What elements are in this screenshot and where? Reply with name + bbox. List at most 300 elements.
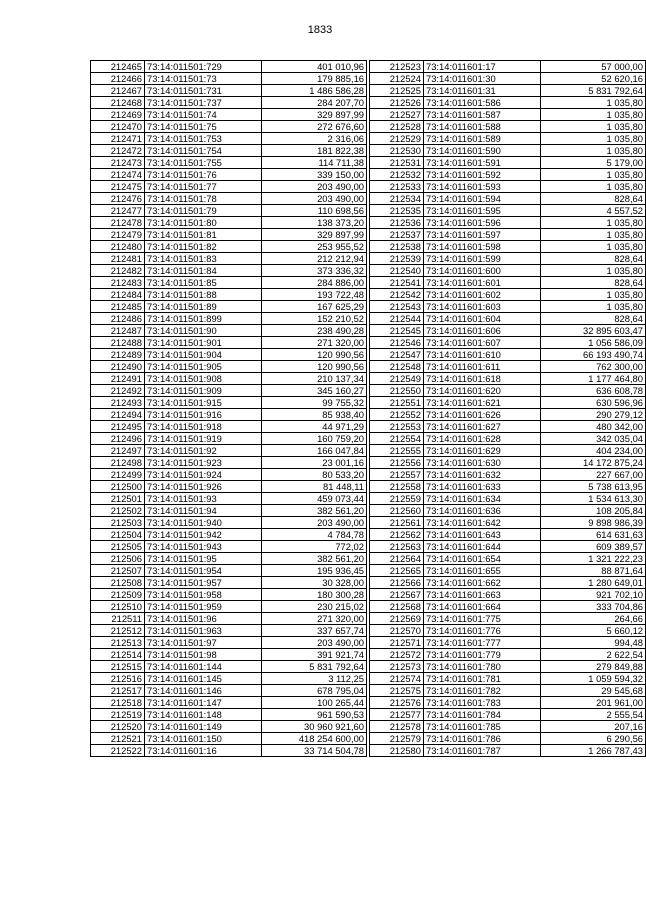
row-number-cell: 212465 bbox=[91, 61, 145, 73]
cadastral-number-cell: 73:14:011601:592 bbox=[424, 169, 541, 181]
row-number-cell: 212521 bbox=[91, 733, 145, 745]
table-row bbox=[370, 313, 646, 325]
table-row bbox=[370, 589, 646, 601]
value-cell: 99 755,32 bbox=[262, 397, 367, 409]
table-row bbox=[370, 457, 646, 469]
row-number-cell: 212551 bbox=[370, 397, 424, 409]
table-row bbox=[370, 373, 646, 385]
table-row bbox=[91, 277, 367, 289]
cadastral-number-cell: 73:14:011501:959 bbox=[145, 601, 262, 613]
value-cell: 284 886,00 bbox=[262, 277, 367, 289]
row-number-cell: 212543 bbox=[370, 301, 424, 313]
cadastral-number-cell: 73:14:011601:600 bbox=[424, 265, 541, 277]
value-cell: 401 010,96 bbox=[262, 61, 367, 73]
row-number-cell: 212522 bbox=[91, 745, 145, 757]
row-number-cell: 212487 bbox=[91, 325, 145, 337]
table-row bbox=[91, 169, 367, 181]
table-row bbox=[370, 709, 646, 721]
row-number-cell: 212515 bbox=[91, 661, 145, 673]
cadastral-number-cell: 73:14:011601:586 bbox=[424, 97, 541, 109]
table-row bbox=[370, 469, 646, 481]
cadastral-number-cell: 73:14:011601:655 bbox=[424, 565, 541, 577]
table-row bbox=[91, 61, 367, 73]
cadastral-number-cell: 73:14:011501:909 bbox=[145, 385, 262, 397]
cadastral-number-cell: 73:14:011601:663 bbox=[424, 589, 541, 601]
row-number-cell: 212496 bbox=[91, 433, 145, 445]
cadastral-number-cell: 73:14:011501:89 bbox=[145, 301, 262, 313]
row-number-cell: 212569 bbox=[370, 613, 424, 625]
row-number-cell: 212564 bbox=[370, 553, 424, 565]
row-number-cell: 212561 bbox=[370, 517, 424, 529]
value-cell: 238 490,28 bbox=[262, 325, 367, 337]
left-register-table bbox=[90, 60, 367, 757]
value-cell: 329 897,99 bbox=[262, 229, 367, 241]
value-cell: 345 160,27 bbox=[262, 385, 367, 397]
row-number-cell: 212553 bbox=[370, 421, 424, 433]
cadastral-number-cell: 73:14:011601:591 bbox=[424, 157, 541, 169]
value-cell: 2 316,06 bbox=[262, 133, 367, 145]
value-cell: 108 205,84 bbox=[541, 505, 646, 517]
table-row bbox=[370, 181, 646, 193]
row-number-cell: 212507 bbox=[91, 565, 145, 577]
value-cell: 167 625,29 bbox=[262, 301, 367, 313]
value-cell: 1 056 586,09 bbox=[541, 337, 646, 349]
cadastral-number-cell: 73:14:011601:633 bbox=[424, 481, 541, 493]
value-cell: 1 280 649,01 bbox=[541, 577, 646, 589]
cadastral-number-cell: 73:14:011501:737 bbox=[145, 97, 262, 109]
value-cell: 382 561,20 bbox=[262, 553, 367, 565]
cadastral-number-cell: 73:14:011501:78 bbox=[145, 193, 262, 205]
row-number-cell: 212489 bbox=[91, 349, 145, 361]
table-row bbox=[91, 361, 367, 373]
table-row bbox=[91, 493, 367, 505]
value-cell: 329 897,99 bbox=[262, 109, 367, 121]
value-cell: 179 885,16 bbox=[262, 73, 367, 85]
cadastral-number-cell: 73:14:011501:76 bbox=[145, 169, 262, 181]
table-row bbox=[370, 565, 646, 577]
table-row bbox=[370, 217, 646, 229]
value-cell: 166 047,84 bbox=[262, 445, 367, 457]
cadastral-number-cell: 73:14:011601:781 bbox=[424, 673, 541, 685]
table-row bbox=[370, 421, 646, 433]
row-number-cell: 212488 bbox=[91, 337, 145, 349]
cadastral-number-cell: 73:14:011601:145 bbox=[145, 673, 262, 685]
row-number-cell: 212520 bbox=[91, 721, 145, 733]
table-row bbox=[370, 73, 646, 85]
value-cell: 772,02 bbox=[262, 541, 367, 553]
cadastral-number-cell: 73:14:011501:915 bbox=[145, 397, 262, 409]
value-cell: 100 265,44 bbox=[262, 697, 367, 709]
table-row bbox=[91, 217, 367, 229]
cadastral-number-cell: 73:14:011501:899 bbox=[145, 313, 262, 325]
cadastral-number-cell: 73:14:011501:98 bbox=[145, 649, 262, 661]
cadastral-number-cell: 73:14:011601:784 bbox=[424, 709, 541, 721]
table-row bbox=[91, 553, 367, 565]
value-cell: 114 711,38 bbox=[262, 157, 367, 169]
cadastral-number-cell: 73:14:011601:664 bbox=[424, 601, 541, 613]
cadastral-number-cell: 73:14:011501:908 bbox=[145, 373, 262, 385]
table-row bbox=[370, 301, 646, 313]
value-cell: 81 448,11 bbox=[262, 481, 367, 493]
value-cell: 828,64 bbox=[541, 193, 646, 205]
cadastral-number-cell: 73:14:011601:147 bbox=[145, 697, 262, 709]
cadastral-number-cell: 73:14:011501:942 bbox=[145, 529, 262, 541]
cadastral-number-cell: 73:14:011601:590 bbox=[424, 145, 541, 157]
table-row bbox=[370, 661, 646, 673]
table-row bbox=[370, 337, 646, 349]
value-cell: 1 035,80 bbox=[541, 301, 646, 313]
cadastral-number-cell: 73:14:011601:601 bbox=[424, 277, 541, 289]
row-number-cell: 212481 bbox=[91, 253, 145, 265]
value-cell: 88 871,64 bbox=[541, 565, 646, 577]
row-number-cell: 212577 bbox=[370, 709, 424, 721]
cadastral-number-cell: 73:14:011601:662 bbox=[424, 577, 541, 589]
table-row bbox=[91, 577, 367, 589]
row-number-cell: 212491 bbox=[91, 373, 145, 385]
table-row bbox=[370, 241, 646, 253]
table-row bbox=[91, 73, 367, 85]
table-row bbox=[370, 637, 646, 649]
value-cell: 994,48 bbox=[541, 637, 646, 649]
value-cell: 828,64 bbox=[541, 313, 646, 325]
value-cell: 1 035,80 bbox=[541, 241, 646, 253]
value-cell: 180 300,28 bbox=[262, 589, 367, 601]
table-row bbox=[370, 553, 646, 565]
row-number-cell: 212573 bbox=[370, 661, 424, 673]
row-number-cell: 212478 bbox=[91, 217, 145, 229]
row-number-cell: 212528 bbox=[370, 121, 424, 133]
table-row bbox=[91, 673, 367, 685]
cadastral-number-cell: 73:14:011501:924 bbox=[145, 469, 262, 481]
cadastral-number-cell: 73:14:011601:587 bbox=[424, 109, 541, 121]
row-number-cell: 212468 bbox=[91, 97, 145, 109]
value-cell: 290 279,12 bbox=[541, 409, 646, 421]
value-cell: 203 490,00 bbox=[262, 193, 367, 205]
table-row bbox=[91, 445, 367, 457]
row-number-cell: 212490 bbox=[91, 361, 145, 373]
value-cell: 614 631,63 bbox=[541, 529, 646, 541]
row-number-cell: 212540 bbox=[370, 265, 424, 277]
row-number-cell: 212567 bbox=[370, 589, 424, 601]
cadastral-number-cell: 73:14:011601:610 bbox=[424, 349, 541, 361]
value-cell: 32 895 603,47 bbox=[541, 325, 646, 337]
row-number-cell: 212473 bbox=[91, 157, 145, 169]
row-number-cell: 212517 bbox=[91, 685, 145, 697]
table-row bbox=[370, 601, 646, 613]
table-row bbox=[91, 505, 367, 517]
value-cell: 23 001,16 bbox=[262, 457, 367, 469]
value-cell: 210 137,34 bbox=[262, 373, 367, 385]
table-row bbox=[91, 745, 367, 757]
value-cell: 1 486 586,28 bbox=[262, 85, 367, 97]
cadastral-number-cell: 73:14:011601:642 bbox=[424, 517, 541, 529]
row-number-cell: 212514 bbox=[91, 649, 145, 661]
table-row bbox=[91, 121, 367, 133]
table-row bbox=[91, 241, 367, 253]
table-row bbox=[91, 385, 367, 397]
row-number-cell: 212546 bbox=[370, 337, 424, 349]
table-row bbox=[91, 109, 367, 121]
cadastral-number-cell: 73:14:011601:604 bbox=[424, 313, 541, 325]
cadastral-number-cell: 73:14:011501:753 bbox=[145, 133, 262, 145]
table-row bbox=[370, 253, 646, 265]
table-row bbox=[91, 421, 367, 433]
table-row bbox=[370, 145, 646, 157]
table-row bbox=[91, 517, 367, 529]
value-cell: 404 234,00 bbox=[541, 445, 646, 457]
value-cell: 120 990,56 bbox=[262, 361, 367, 373]
row-number-cell: 212526 bbox=[370, 97, 424, 109]
value-cell: 5 831 792,64 bbox=[262, 661, 367, 673]
value-cell: 1 035,80 bbox=[541, 121, 646, 133]
table-row bbox=[370, 625, 646, 637]
cadastral-number-cell: 73:14:011601:786 bbox=[424, 733, 541, 745]
row-number-cell: 212500 bbox=[91, 481, 145, 493]
table-row bbox=[370, 529, 646, 541]
table-row bbox=[91, 193, 367, 205]
table-row bbox=[91, 145, 367, 157]
row-number-cell: 212470 bbox=[91, 121, 145, 133]
table-row bbox=[91, 589, 367, 601]
table-row bbox=[91, 721, 367, 733]
value-cell: 1 035,80 bbox=[541, 217, 646, 229]
table-row bbox=[370, 169, 646, 181]
row-number-cell: 212497 bbox=[91, 445, 145, 457]
value-cell: 1 035,80 bbox=[541, 133, 646, 145]
row-number-cell: 212539 bbox=[370, 253, 424, 265]
value-cell: 373 336,32 bbox=[262, 265, 367, 277]
cadastral-number-cell: 73:14:011601:636 bbox=[424, 505, 541, 517]
cadastral-number-cell: 73:14:011501:79 bbox=[145, 205, 262, 217]
row-number-cell: 212476 bbox=[91, 193, 145, 205]
cadastral-number-cell: 73:14:011601:16 bbox=[145, 745, 262, 757]
cadastral-number-cell: 73:14:011601:775 bbox=[424, 613, 541, 625]
row-number-cell: 212557 bbox=[370, 469, 424, 481]
row-number-cell: 212483 bbox=[91, 277, 145, 289]
table-row bbox=[91, 733, 367, 745]
row-number-cell: 212484 bbox=[91, 289, 145, 301]
table-row bbox=[91, 661, 367, 673]
row-number-cell: 212477 bbox=[91, 205, 145, 217]
cadastral-number-cell: 73:14:011501:954 bbox=[145, 565, 262, 577]
row-number-cell: 212512 bbox=[91, 625, 145, 637]
table-row bbox=[91, 229, 367, 241]
cadastral-number-cell: 73:14:011601:607 bbox=[424, 337, 541, 349]
row-number-cell: 212579 bbox=[370, 733, 424, 745]
cadastral-number-cell: 73:14:011601:17 bbox=[424, 61, 541, 73]
row-number-cell: 212558 bbox=[370, 481, 424, 493]
cadastral-number-cell: 73:14:011501:926 bbox=[145, 481, 262, 493]
row-number-cell: 212532 bbox=[370, 169, 424, 181]
cadastral-number-cell: 73:14:011601:644 bbox=[424, 541, 541, 553]
row-number-cell: 212511 bbox=[91, 613, 145, 625]
value-cell: 418 254 600,00 bbox=[262, 733, 367, 745]
table-row bbox=[91, 325, 367, 337]
cadastral-number-cell: 73:14:011501:918 bbox=[145, 421, 262, 433]
row-number-cell: 212536 bbox=[370, 217, 424, 229]
row-number-cell: 212469 bbox=[91, 109, 145, 121]
row-number-cell: 212554 bbox=[370, 433, 424, 445]
value-cell: 30 328,00 bbox=[262, 577, 367, 589]
table-row bbox=[91, 205, 367, 217]
row-number-cell: 212544 bbox=[370, 313, 424, 325]
table-row bbox=[370, 97, 646, 109]
value-cell: 203 490,00 bbox=[262, 517, 367, 529]
row-number-cell: 212506 bbox=[91, 553, 145, 565]
table-row bbox=[91, 409, 367, 421]
value-cell: 1 035,80 bbox=[541, 145, 646, 157]
value-cell: 337 657,74 bbox=[262, 625, 367, 637]
value-cell: 1 266 787,43 bbox=[541, 745, 646, 757]
row-number-cell: 212509 bbox=[91, 589, 145, 601]
value-cell: 630 596,96 bbox=[541, 397, 646, 409]
row-number-cell: 212552 bbox=[370, 409, 424, 421]
row-number-cell: 212565 bbox=[370, 565, 424, 577]
table-row bbox=[91, 265, 367, 277]
cadastral-number-cell: 73:14:011501:83 bbox=[145, 253, 262, 265]
cadastral-number-cell: 73:14:011601:31 bbox=[424, 85, 541, 97]
cadastral-number-cell: 73:14:011601:654 bbox=[424, 553, 541, 565]
row-number-cell: 212505 bbox=[91, 541, 145, 553]
value-cell: 1 035,80 bbox=[541, 265, 646, 277]
table-row bbox=[91, 625, 367, 637]
table-row bbox=[91, 433, 367, 445]
row-number-cell: 212527 bbox=[370, 109, 424, 121]
cadastral-number-cell: 73:14:011501:754 bbox=[145, 145, 262, 157]
value-cell: 391 921,74 bbox=[262, 649, 367, 661]
value-cell: 207,16 bbox=[541, 721, 646, 733]
table-row bbox=[91, 85, 367, 97]
row-number-cell: 212518 bbox=[91, 697, 145, 709]
value-cell: 2 555,54 bbox=[541, 709, 646, 721]
cadastral-number-cell: 73:14:011501:943 bbox=[145, 541, 262, 553]
row-number-cell: 212549 bbox=[370, 373, 424, 385]
value-cell: 230 215,02 bbox=[262, 601, 367, 613]
value-cell: 1 177 464,80 bbox=[541, 373, 646, 385]
row-number-cell: 212523 bbox=[370, 61, 424, 73]
value-cell: 14 172 875,24 bbox=[541, 457, 646, 469]
row-number-cell: 212576 bbox=[370, 697, 424, 709]
value-cell: 195 936,45 bbox=[262, 565, 367, 577]
value-cell: 636 608,78 bbox=[541, 385, 646, 397]
value-cell: 1 035,80 bbox=[541, 109, 646, 121]
cadastral-number-cell: 73:14:011501:94 bbox=[145, 505, 262, 517]
value-cell: 762 300,00 bbox=[541, 361, 646, 373]
row-number-cell: 212471 bbox=[91, 133, 145, 145]
table-row bbox=[370, 517, 646, 529]
table-row bbox=[91, 337, 367, 349]
table-row bbox=[370, 289, 646, 301]
table-row bbox=[370, 433, 646, 445]
table-row bbox=[370, 505, 646, 517]
cadastral-number-cell: 73:14:011501:957 bbox=[145, 577, 262, 589]
value-cell: 2 622,54 bbox=[541, 649, 646, 661]
table-row bbox=[91, 469, 367, 481]
value-cell: 1 534 613,30 bbox=[541, 493, 646, 505]
table-row bbox=[370, 265, 646, 277]
table-row bbox=[370, 229, 646, 241]
table-row bbox=[91, 289, 367, 301]
table-row bbox=[91, 457, 367, 469]
value-cell: 1 035,80 bbox=[541, 229, 646, 241]
row-number-cell: 212537 bbox=[370, 229, 424, 241]
row-number-cell: 212547 bbox=[370, 349, 424, 361]
cadastral-number-cell: 73:14:011601:596 bbox=[424, 217, 541, 229]
cadastral-number-cell: 73:14:011601:618 bbox=[424, 373, 541, 385]
cadastral-number-cell: 73:14:011601:602 bbox=[424, 289, 541, 301]
table-row bbox=[91, 541, 367, 553]
table-row bbox=[370, 109, 646, 121]
value-cell: 5 660,12 bbox=[541, 625, 646, 637]
table-row bbox=[91, 613, 367, 625]
value-cell: 120 990,56 bbox=[262, 349, 367, 361]
value-cell: 828,64 bbox=[541, 253, 646, 265]
cadastral-number-cell: 73:14:011501:95 bbox=[145, 553, 262, 565]
value-cell: 459 073,44 bbox=[262, 493, 367, 505]
row-number-cell: 212538 bbox=[370, 241, 424, 253]
table-row bbox=[370, 733, 646, 745]
value-cell: 138 373,20 bbox=[262, 217, 367, 229]
table-row bbox=[370, 409, 646, 421]
cadastral-number-cell: 73:14:011501:963 bbox=[145, 625, 262, 637]
cadastral-number-cell: 73:14:011501:88 bbox=[145, 289, 262, 301]
cadastral-number-cell: 73:14:011501:90 bbox=[145, 325, 262, 337]
value-cell: 181 822,38 bbox=[262, 145, 367, 157]
value-cell: 6 290,56 bbox=[541, 733, 646, 745]
cadastral-number-cell: 73:14:011601:787 bbox=[424, 745, 541, 757]
cadastral-number-cell: 73:14:011601:620 bbox=[424, 385, 541, 397]
value-cell: 382 561,20 bbox=[262, 505, 367, 517]
table-row bbox=[370, 685, 646, 697]
cadastral-number-cell: 73:14:011501:731 bbox=[145, 85, 262, 97]
row-number-cell: 212492 bbox=[91, 385, 145, 397]
row-number-cell: 212503 bbox=[91, 517, 145, 529]
table-row bbox=[91, 97, 367, 109]
row-number-cell: 212529 bbox=[370, 133, 424, 145]
value-cell: 480 342,00 bbox=[541, 421, 646, 433]
table-row bbox=[370, 649, 646, 661]
value-cell: 201 961,00 bbox=[541, 697, 646, 709]
value-cell: 333 704,86 bbox=[541, 601, 646, 613]
row-number-cell: 212510 bbox=[91, 601, 145, 613]
cadastral-number-cell: 73:14:011501:77 bbox=[145, 181, 262, 193]
value-cell: 80 533,20 bbox=[262, 469, 367, 481]
table-row bbox=[91, 601, 367, 613]
cadastral-number-cell: 73:14:011601:593 bbox=[424, 181, 541, 193]
cadastral-number-cell: 73:14:011501:729 bbox=[145, 61, 262, 73]
row-number-cell: 212480 bbox=[91, 241, 145, 253]
table-row bbox=[370, 493, 646, 505]
cadastral-number-cell: 73:14:011501:85 bbox=[145, 277, 262, 289]
cadastral-number-cell: 73:14:011501:901 bbox=[145, 337, 262, 349]
cadastral-number-cell: 73:14:011501:97 bbox=[145, 637, 262, 649]
row-number-cell: 212508 bbox=[91, 577, 145, 589]
cadastral-number-cell: 73:14:011601:776 bbox=[424, 625, 541, 637]
table-row bbox=[370, 133, 646, 145]
cadastral-number-cell: 73:14:011601:634 bbox=[424, 493, 541, 505]
row-number-cell: 212475 bbox=[91, 181, 145, 193]
table-row bbox=[370, 697, 646, 709]
value-cell: 339 150,00 bbox=[262, 169, 367, 181]
table-row bbox=[370, 121, 646, 133]
row-number-cell: 212541 bbox=[370, 277, 424, 289]
row-number-cell: 212494 bbox=[91, 409, 145, 421]
row-number-cell: 212467 bbox=[91, 85, 145, 97]
value-cell: 921 702,10 bbox=[541, 589, 646, 601]
cadastral-number-cell: 73:14:011501:75 bbox=[145, 121, 262, 133]
cadastral-number-cell: 73:14:011601:785 bbox=[424, 721, 541, 733]
row-number-cell: 212493 bbox=[91, 397, 145, 409]
